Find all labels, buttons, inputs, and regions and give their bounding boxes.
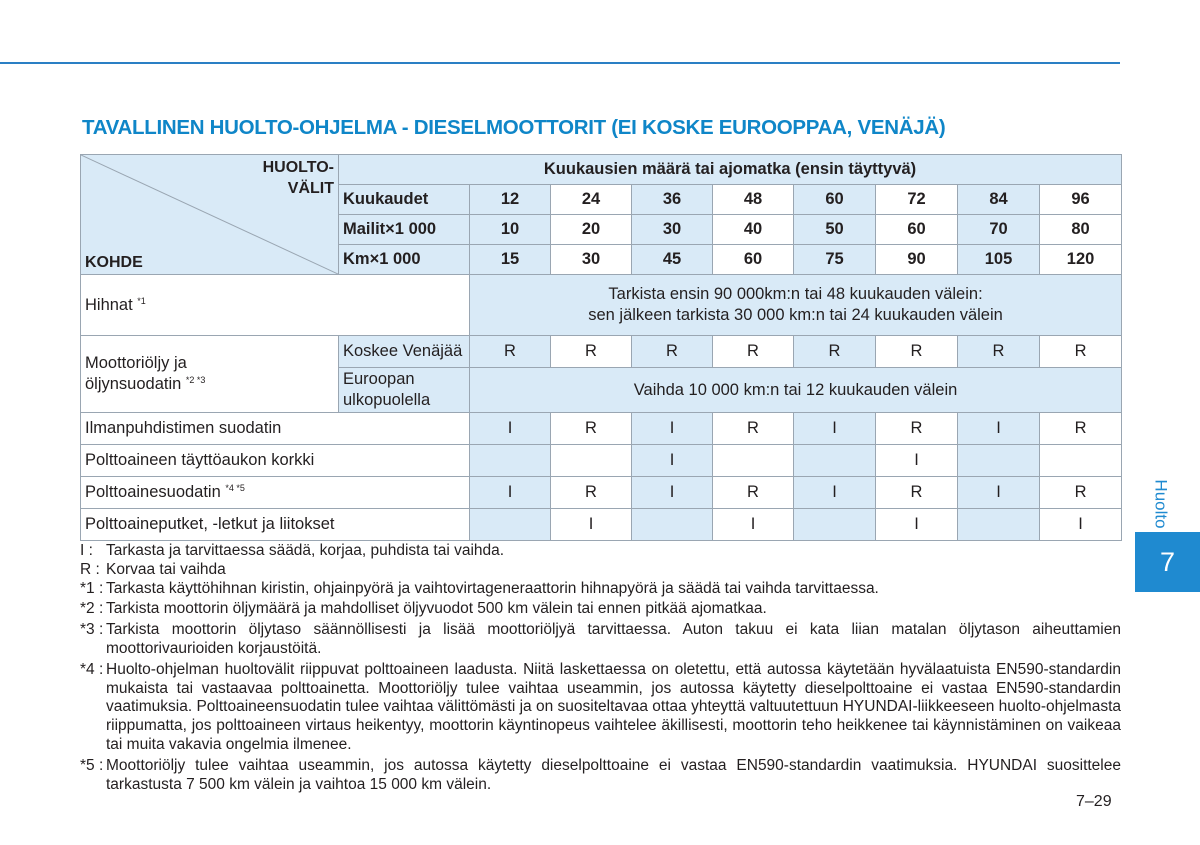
interval-value: 60	[713, 245, 794, 275]
schedule-cell: R	[958, 336, 1040, 368]
schedule-cell	[958, 509, 1040, 541]
item-row-fuel-filter	[81, 477, 1122, 509]
interval-value: 60	[794, 185, 876, 215]
interval-value: 36	[632, 185, 713, 215]
schedule-cell: R	[551, 477, 632, 509]
interval-value: 60	[876, 215, 958, 245]
item-row-air-filter	[81, 413, 1122, 445]
interval-value: 48	[713, 185, 794, 215]
schedule-cell: I	[632, 477, 713, 509]
interval-value: 75	[794, 245, 876, 275]
corner-header-item: KOHDE	[85, 254, 143, 271]
item-label: Polttoaineputket, -letkut ja liitokset	[81, 509, 470, 541]
schedule-cell: I	[958, 413, 1040, 445]
note-item: I : Tarkasta ja tarvittaessa säädä, korjaa, puhdista tai vaihda.	[80, 542, 505, 559]
belts-instruction: Tarkista ensin 90 000km:n tai 48 kuukauden välein: sen jälkeen tarkista 30 000 km:n tai 24 kuukauden välein	[470, 275, 1122, 336]
note-item: *1 : Tarkasta käyttöhihnan kiristin, ohjainpyörä ja vaihtovirtageneraattorin hihnapyörä ja säädä tai vaihda tarvittaessa.	[80, 579, 879, 597]
item-label: Ilmanpuhdistimen suodatin	[81, 413, 470, 445]
header-corner-cell	[81, 155, 339, 275]
note-item: *5 : Moottoriöljy tulee vaihtaa useammin, jos autossa käytetty dieselpolttoaine ei vastaa EN590-standardin vaatimuksia. HYUNDAI suosittelee tarkastusta 7 500 km välein ja vaihtoa 15 000 km välein.	[80, 756, 1121, 793]
interval-value: 105	[958, 245, 1040, 275]
schedule-cell	[794, 445, 876, 477]
schedule-cell: I	[713, 509, 794, 541]
item-row-fuel-cap	[81, 445, 1122, 477]
interval-row-label: Kuukaudet	[339, 185, 470, 215]
schedule-cell: I	[1040, 509, 1122, 541]
interval-value: 80	[1040, 215, 1122, 245]
maintenance-schedule-table	[80, 154, 1122, 541]
schedule-cell	[1040, 445, 1122, 477]
page-number: 7–29	[1076, 793, 1112, 810]
header-span: Kuukausien määrä tai ajomatka (ensin täyttyvä)	[339, 155, 1122, 185]
interval-row-label: Km×1 000	[339, 245, 470, 275]
legend-notes	[80, 542, 1121, 794]
schedule-cell	[551, 445, 632, 477]
schedule-cell: R	[551, 336, 632, 368]
item-label: Polttoainesuodatin $^{*4 *5}$	[81, 477, 470, 509]
schedule-cell: I	[876, 509, 958, 541]
note-item: R : Korvaa tai vaihda	[80, 560, 226, 578]
interval-value: 45	[632, 245, 713, 275]
interval-value: 96	[1040, 185, 1122, 215]
interval-value: 40	[713, 215, 794, 245]
interval-value: 120	[1040, 245, 1122, 275]
top-rule	[0, 62, 1120, 64]
schedule-cell: R	[1040, 413, 1122, 445]
schedule-cell	[958, 445, 1040, 477]
schedule-cell: I	[470, 477, 551, 509]
interval-value: 84	[958, 185, 1040, 215]
schedule-cell	[470, 445, 551, 477]
item-label: Hihnat $^{*1}$	[81, 275, 470, 336]
chapter-tab: 7	[1135, 532, 1200, 592]
page-title: TAVALLINEN HUOLTO-OHJELMA - DIESELMOOTTORIT (EI KOSKE EUROOPPAA, VENÄJÄ)	[82, 116, 946, 139]
interval-value: 20	[551, 215, 632, 245]
item-label: Polttoaineen täyttöaukon korkki	[81, 445, 470, 477]
schedule-cell: R	[713, 413, 794, 445]
schedule-cell: R	[1040, 477, 1122, 509]
schedule-cell: R	[1040, 336, 1122, 368]
oil-outside-label: Euroopan ulkopuolella	[339, 368, 470, 413]
schedule-cell	[632, 509, 713, 541]
schedule-cell: R	[713, 477, 794, 509]
oil-outside-instruction: Vaihda 10 000 km:n tai 12 kuukauden välein	[470, 368, 1122, 413]
schedule-cell: R	[794, 336, 876, 368]
item-row-fuel-lines	[81, 509, 1122, 541]
schedule-cell: I	[958, 477, 1040, 509]
corner-header-intervals: HUOLTO- VÄLIT	[262, 159, 334, 197]
interval-value: 50	[794, 215, 876, 245]
note-item: *3 : Tarkista moottorin öljytaso säännöllisesti ja lisää moottoriöljyä tarvittaessa. Auton takuu ei kata liian matalan öljytason aiheuttamien moottorivaurioiden korjaustöitä.	[80, 621, 1121, 657]
interval-value: 15	[470, 245, 551, 275]
schedule-cell: I	[632, 445, 713, 477]
schedule-cell	[794, 509, 876, 541]
interval-value: 30	[551, 245, 632, 275]
oil-russia-label: Koskee Venäjää	[339, 336, 470, 368]
schedule-cell: R	[551, 413, 632, 445]
item-row-oil	[81, 336, 1122, 368]
schedule-cell: R	[876, 413, 958, 445]
item-row-belts	[81, 275, 1122, 336]
interval-value: 10	[470, 215, 551, 245]
schedule-cell: I	[876, 445, 958, 477]
schedule-cell: I	[470, 413, 551, 445]
schedule-cell: I	[551, 509, 632, 541]
note-item: *2 : Tarkista moottorin öljymäärä ja mahdolliset öljyvuodot 500 km välein tai ennen pitkää ajomatkaa.	[80, 600, 767, 618]
schedule-cell: I	[794, 413, 876, 445]
schedule-cell: I	[794, 477, 876, 509]
schedule-cell: R	[713, 336, 794, 368]
schedule-cell: R	[632, 336, 713, 368]
schedule-cell: R	[876, 336, 958, 368]
side-section-label: Huolto	[1152, 479, 1172, 529]
schedule-cell	[713, 445, 794, 477]
note-item: *4 : Huolto-ohjelman huoltovälit riippuvat polttoaineen laadusta. Niitä laskettaessa on oletettu, että autossa käytetään hyvälaatuista EN590-standardin mukaista tai vastaavaa polttoainetta. Moottoriöljy tulee vaihtaa useammin, jos autossa käytetty dieselpolttoaine ei vastaa EN590-standardin vaatimuksia. Polttoaineensuodatin tulee vaihtaa välittömästi ja on suositeltavaa ottaa yhteyttä valtuutettuun HYUNDAI-liikkeeseen huolto-ohjelmasta riippumatta, jos polttoaineen virtaus heikentyy, moottorin käyntinopeus vaihtelee äkillisesti, moottorin teho heikkenee tai käynnistäminen on vaikeaa tai muita vakavia ongelmia ilmenee.	[80, 660, 1121, 753]
schedule-cell: R	[876, 477, 958, 509]
schedule-cell: I	[632, 413, 713, 445]
interval-value: 72	[876, 185, 958, 215]
schedule-cell: R	[470, 336, 551, 368]
interval-value: 30	[632, 215, 713, 245]
interval-value: 70	[958, 215, 1040, 245]
interval-value: 90	[876, 245, 958, 275]
interval-value: 24	[551, 185, 632, 215]
interval-row-label: Mailit×1 000	[339, 215, 470, 245]
schedule-cell	[470, 509, 551, 541]
interval-value: 12	[470, 185, 551, 215]
item-label: Moottoriöljy ja öljynsuodatin $^{*2 *3}$	[81, 336, 339, 413]
